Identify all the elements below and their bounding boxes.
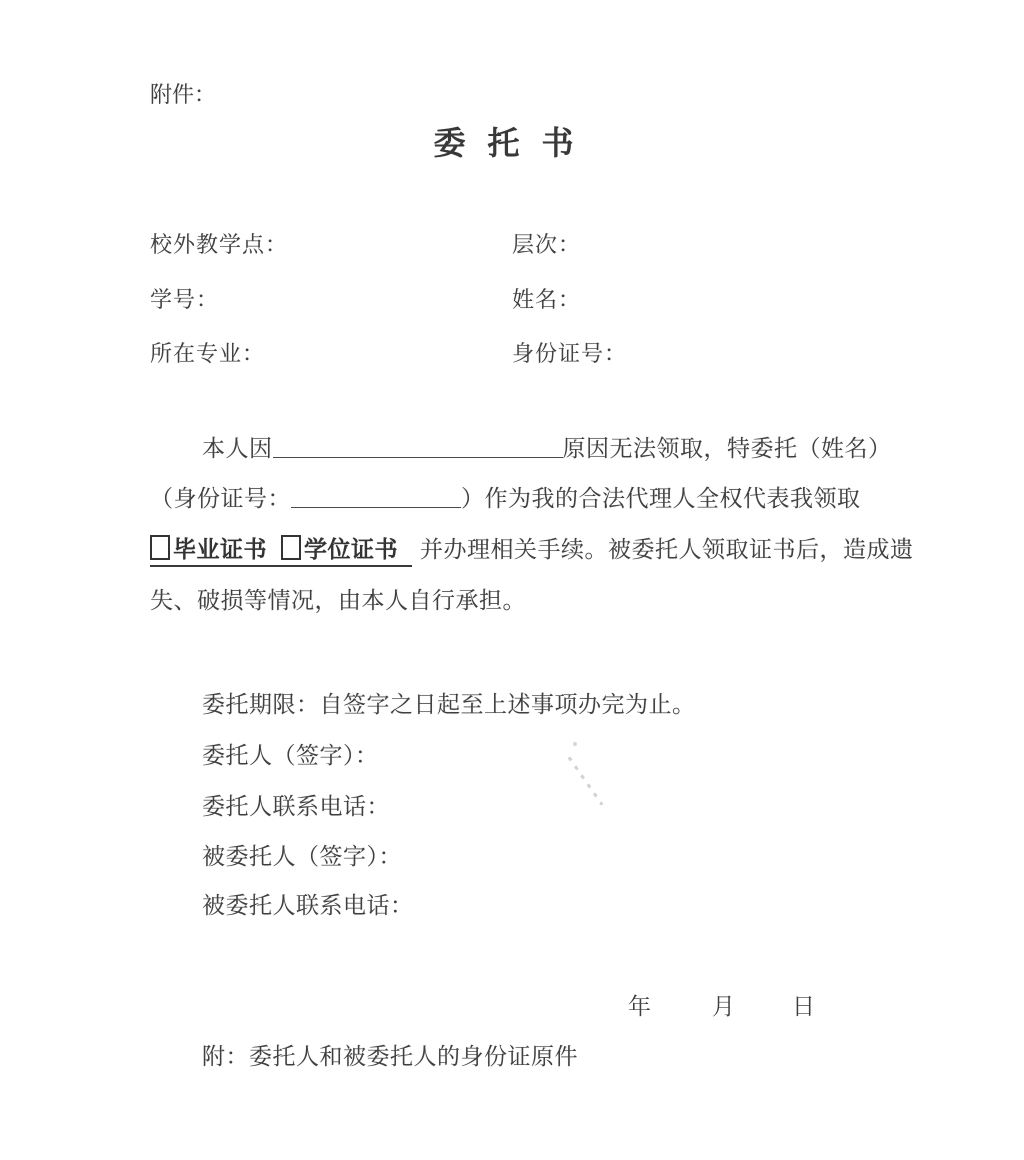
day-label: 日 [792, 994, 815, 1019]
body-line-3 [150, 531, 914, 564]
year-label: 年 [628, 994, 651, 1019]
graduation-certificate-label: 毕业证书 [173, 537, 267, 562]
field-label-major: 所在专业： [150, 341, 266, 366]
scan-speck-artifact [573, 742, 577, 746]
degree-certificate-option [281, 531, 398, 564]
graduation-certificate-checkbox-icon [150, 535, 170, 560]
body-line3-rest: 并办理相关手续。被委托人领取证书后，造成遗 [420, 537, 914, 562]
attachment-label: 附件： [150, 82, 217, 107]
id-number-blank-underline [291, 485, 461, 508]
authorization-period-line: 委托期限：自签字之日起至上述事项办完为止。 [202, 692, 696, 717]
body-line-2 [150, 480, 861, 513]
attachment-note: 附：委托人和被委托人的身份证原件 [202, 1044, 578, 1069]
body-line2-post: ）作为我的合法代理人全权代表我领取 [461, 486, 861, 511]
principal-signature-line: 委托人（签字）： [202, 743, 379, 768]
body-line1-pre: 本人因 [202, 436, 273, 461]
agent-phone-line: 被委托人联系电话： [202, 893, 414, 918]
reason-blank-underline [273, 435, 563, 458]
body-line-4: 失、破损等情况，由本人自行承担。 [150, 588, 526, 613]
scan-scratch-artifact [568, 756, 604, 805]
date-line [0, 988, 1024, 1018]
body-line-1 [202, 430, 892, 463]
body-line2-pre: （身份证号： [150, 486, 291, 511]
body-line1-post: 原因无法领取，特委托（姓名） [562, 436, 892, 461]
principal-phone-line: 委托人联系电话： [202, 794, 390, 819]
document-title: 委 托 书 [433, 125, 581, 161]
info-field-row [0, 228, 1024, 258]
field-label-level: 层次： [512, 232, 582, 257]
degree-certificate-label: 学位证书 [304, 537, 398, 562]
field-label-student-id: 学号： [150, 287, 220, 312]
field-label-name: 姓名： [512, 287, 582, 312]
field-label-teaching-site: 校外教学点： [150, 232, 289, 257]
info-field-row [0, 283, 1024, 313]
degree-certificate-checkbox-icon [281, 535, 301, 560]
certificate-options-segment [150, 537, 412, 567]
info-field-row [0, 337, 1024, 367]
field-label-id-number: 身份证号： [512, 341, 628, 366]
agent-signature-line: 被委托人（签字）： [202, 844, 402, 869]
month-label: 月 [712, 994, 735, 1019]
graduation-certificate-option [150, 531, 267, 564]
